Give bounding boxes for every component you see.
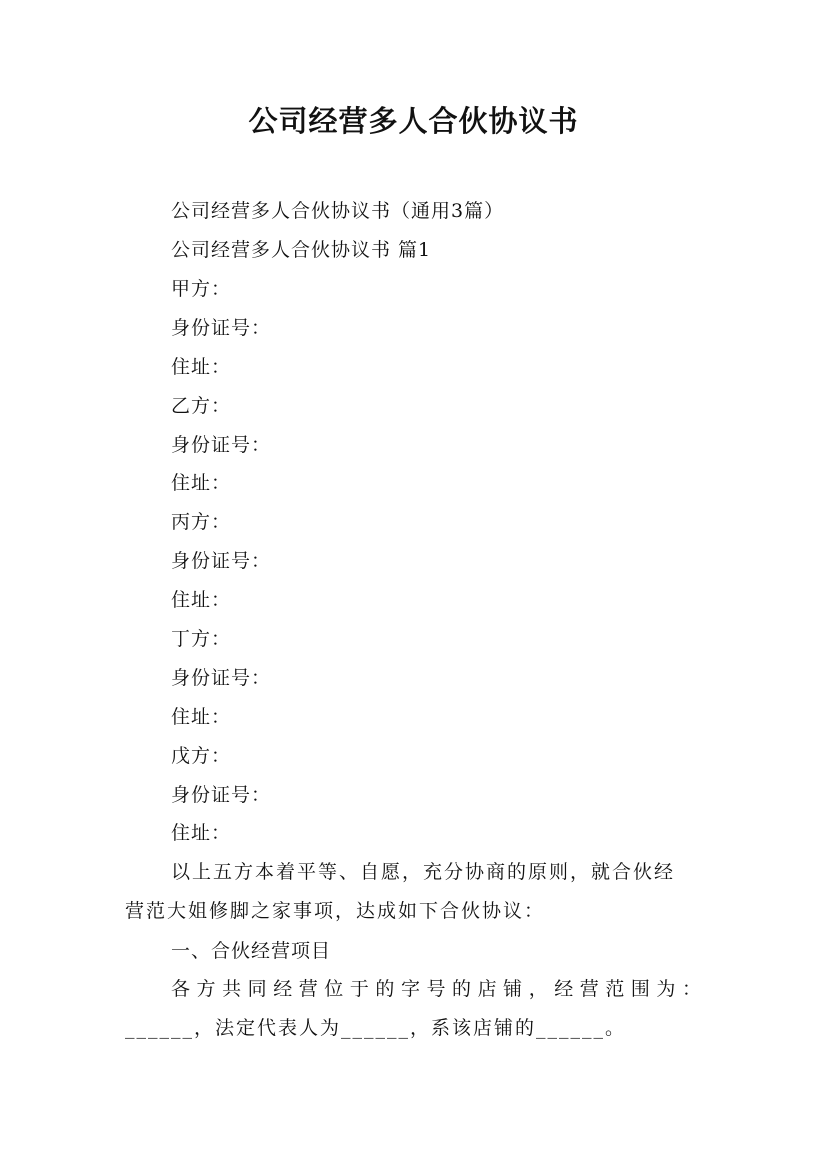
intro-paragraph — [125, 853, 705, 931]
party-d-label: 丁方： — [171, 628, 232, 650]
chapter-heading: 公司经营多人合伙协议书 篇1 — [171, 239, 432, 261]
party-a-address-label: 住址： — [171, 356, 232, 378]
business-paragraph-line: ______，法定代表人为______，系该店铺的______。 — [125, 1017, 627, 1039]
intro-paragraph-line: 以上五方本着平等、自愿，充分协商的原则，就合伙经 — [171, 861, 676, 883]
party-d-id-label: 身份证号： — [171, 667, 272, 689]
party-a-id-label: 身份证号： — [171, 317, 272, 339]
party-d-address-label: 住址： — [171, 706, 232, 728]
intro-paragraph-line: 营范大姐修脚之家事项，达成如下合伙协议： — [125, 900, 546, 922]
party-e-id-label: 身份证号： — [171, 784, 272, 806]
party-c-address-label: 住址： — [171, 589, 232, 611]
party-e-address-label: 住址： — [171, 822, 232, 844]
party-a-label: 甲方： — [171, 278, 232, 300]
party-e-label: 戊方： — [171, 745, 232, 767]
business-paragraph-line: 各方共同经营位于的字号的店铺，经营范围为： — [171, 978, 705, 1000]
subtitle-line: 公司经营多人合伙协议书（通用3篇） — [171, 200, 505, 222]
party-b-address-label: 住址： — [171, 472, 232, 494]
party-c-id-label: 身份证号： — [171, 550, 272, 572]
section-heading: 一、合伙经营项目 — [171, 940, 332, 962]
party-b-label: 乙方： — [171, 395, 232, 417]
document-title: 公司经营多人合伙协议书 — [248, 104, 579, 138]
party-c-label: 丙方： — [171, 511, 232, 533]
business-paragraph — [125, 970, 705, 1048]
party-b-id-label: 身份证号： — [171, 434, 272, 456]
